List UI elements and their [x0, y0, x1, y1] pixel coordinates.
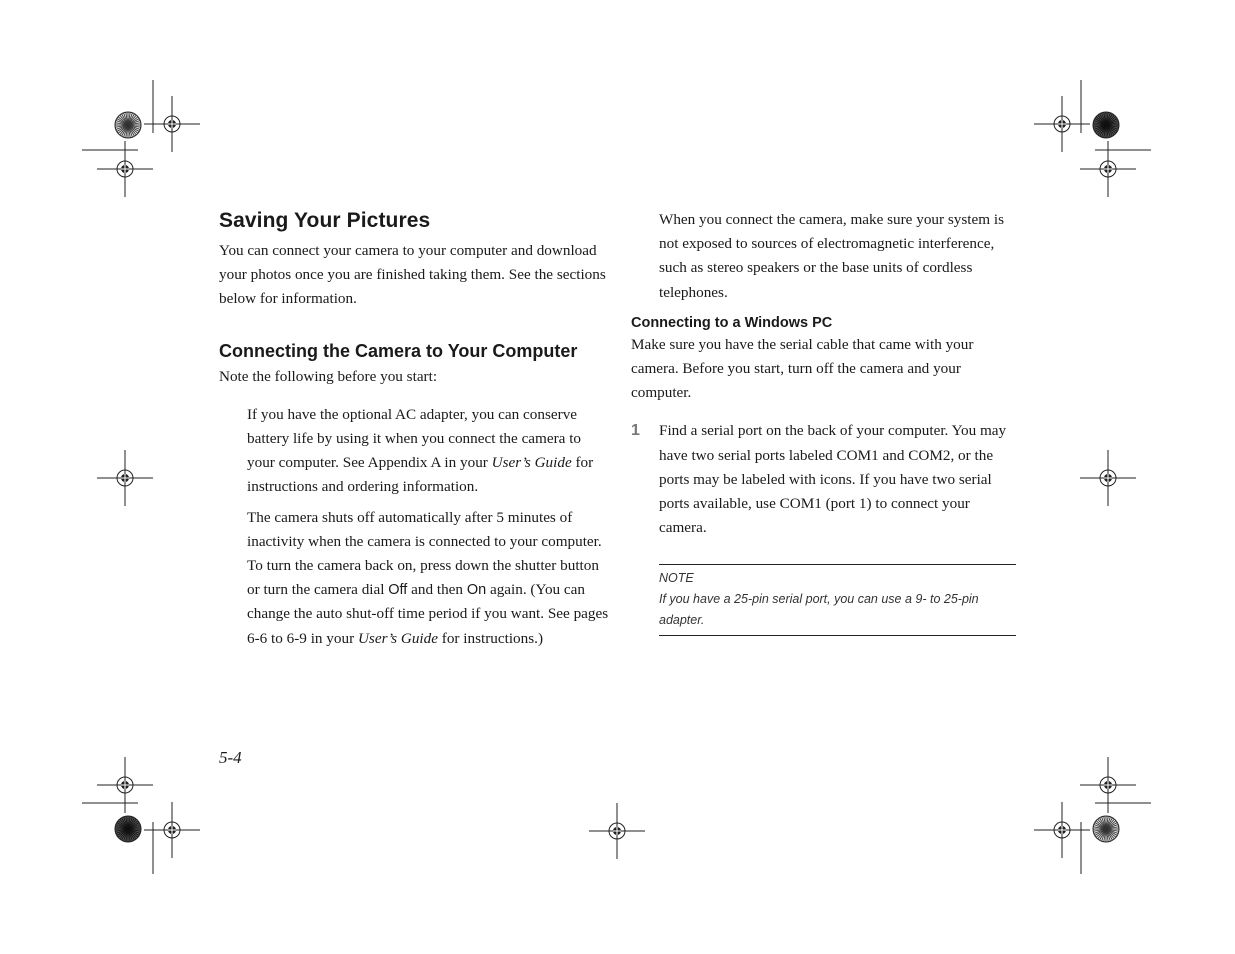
step-number: 1: [631, 422, 640, 440]
intro-paragraph: You can connect your camera to your computer and download your photos once you are finished taking them. See the sections below for information.: [219, 242, 606, 308]
registration-target: [1034, 802, 1090, 858]
auto-shutoff-paragraph: The camera shuts off automatically after 5 minutes of inactivity when the camera is connected to your computer. To turn the camera back on, press down the shutter button or turn the camera dial Off and then On again. (You can change the auto shut-off time period if you want. See pages 6-6 to 6-9 in your User’s Guide for instructions.): [247, 508, 609, 647]
step-text: Find a serial port on the back of your computer. You may have two serial ports labeled COM1 and COM2, or the ports may be labeled with icons. If you have two serial ports available, use COM1 (port 1) to connect your camera.: [659, 422, 1007, 537]
left-column: [219, 206, 609, 651]
registration-target: [1080, 757, 1136, 813]
note-text: If you have a 25-pin serial port, you can use a 9- to 25-pin adapter.: [659, 592, 979, 628]
page-title: Saving Your Pictures: [219, 209, 431, 232]
dial-on-label: On: [466, 582, 487, 599]
registration-target: [1034, 96, 1090, 152]
registration-target: [97, 450, 153, 506]
dial-off-label: Off: [388, 582, 408, 599]
registration-target: [144, 96, 200, 152]
page-number: 5-4: [219, 748, 242, 767]
step-1: [631, 419, 1021, 540]
users-guide-reference: User’s Guide: [357, 629, 438, 647]
registration-target: [589, 803, 645, 859]
registration-target: [97, 757, 153, 813]
section-heading: Connecting the Camera to Your Computer: [219, 340, 578, 361]
right-column: [631, 208, 1021, 636]
starburst-mark: [1093, 816, 1119, 842]
starburst-mark: [115, 112, 141, 138]
note-label: NOTE: [659, 571, 694, 586]
users-guide-reference: User’s Guide: [491, 454, 572, 472]
starburst-mark: [1093, 112, 1119, 138]
registration-target: [144, 802, 200, 858]
serial-cable-paragraph: Make sure you have the serial cable that came with your camera. Before you start, turn off the camera and your computer.: [631, 335, 974, 402]
starburst-mark: [115, 816, 141, 842]
registration-target: [97, 141, 153, 197]
subsection-heading: Connecting to a Windows PC: [631, 314, 833, 331]
interference-paragraph: When you connect the camera, make sure your system is not exposed to sources of electromagnetic interference, such as stereo speakers or the base units of cordless telephones.: [659, 211, 1004, 301]
registration-target: [1080, 450, 1136, 506]
note-box: [659, 564, 1016, 636]
registration-target: [1080, 141, 1136, 197]
ac-adapter-paragraph: If you have the optional AC adapter, you can conserve battery life by using it when you connect the camera to your computer. See Appendix A in your User’s Guide for instructions and ordering information.: [247, 405, 594, 496]
note-intro: Note the following before you start:: [219, 367, 438, 385]
